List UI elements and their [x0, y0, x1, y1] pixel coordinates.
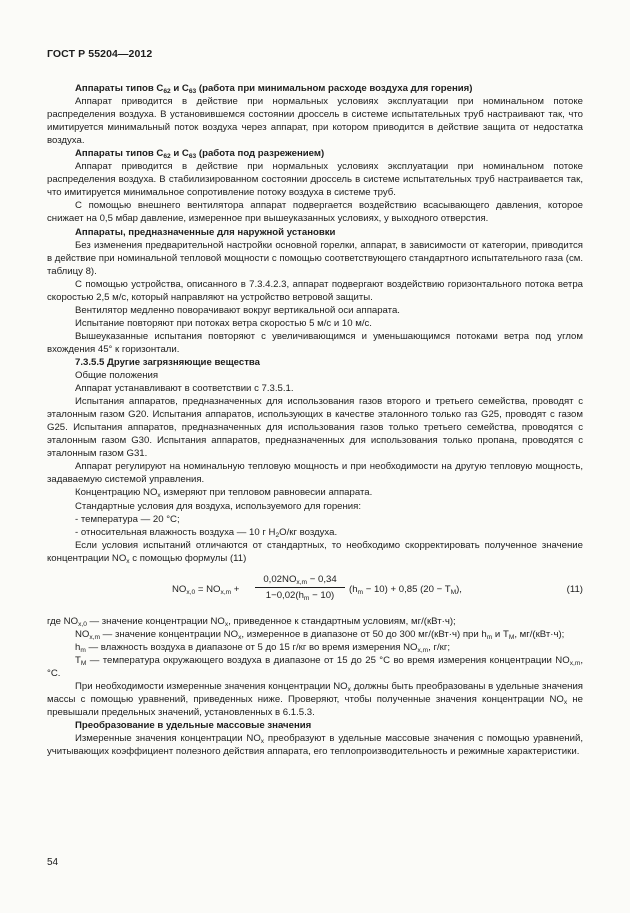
- where-item: $NO_{x,m}$ — значение концентрации $NO_x$, измеренное в диапазоне от 50 до 300 мг/(кВт·ч) при $h_m$ и $T_M$, мг/(кВт·ч);: [75, 628, 565, 641]
- paragraph: Без изменения предварительной настройки основной горелки, аппарат, в зависимости от категории, приводится в действие при номинальной тепловой мощности с помощью соответствующего стандартного испытательного газа (см. таблицу 8).: [47, 239, 583, 277]
- paragraph: Аппарат устанавливают в соответствии с 7.3.5.1.: [75, 383, 294, 395]
- formula-number: (11): [566, 583, 583, 595]
- section-title-c62-c63: Аппараты типов $C_{62}$ и $C_{63}$ (работа при минимальном расходе воздуха для горения): [75, 83, 473, 95]
- page-number: 54: [47, 857, 59, 868]
- where-item: $h_m$ — влажность воздуха в диапазоне от 5 до 15 г/кг во время измерения $NO_{x,m}$, г/кг;: [75, 641, 450, 654]
- paragraph: Измеренные значения концентрации $NO_x$ преобразуют в удельные массовые значения с помощью уравнений, учитывающих коэффициент полезного действия аппарата, его теплопроизводительность и режимные характеристики.: [47, 733, 583, 758]
- formula-rhs: $(h_m - 10) + 0,85$ $(20 - T_M)$,: [349, 583, 462, 596]
- section-title-7355: 7.3.5.5 Другие загрязняющие вещества: [75, 356, 261, 368]
- paragraph: Вентилятор медленно поворачивают вокруг вертикальной оси аппарата.: [75, 304, 400, 316]
- paragraph: Концентрацию $NO_x$ измеряют при тепловом равновесии аппарата.: [75, 487, 373, 500]
- formula-lhs: $NO_{x,0} = NO_{x,m}$ +: [172, 583, 240, 596]
- section-title-conversion: Преобразование в удельные массовые значения: [75, 720, 312, 732]
- formula-numerator: $0,02NO_{x,m} - 0,34$: [255, 573, 345, 588]
- formula-denominator: $1-0,02(h_m - 10)$: [265, 589, 335, 602]
- where-item: $T_M$ — температура окружающего воздуха в диапазоне от 15 до 25 °C во время измерения концентрации $NO_{x,m}$, °C.: [47, 654, 583, 679]
- paragraph: Аппарат регулируют на номинальную тепловую мощность и при необходимости на другую тепловую мощность, задаваемую системой управления.: [47, 461, 583, 486]
- paragraph: Испытания аппаратов, предназначенных для использования газов второго и третьего семейства, проводят с эталонным газом G20. Испытания аппаратов, использующих в качестве эталонного только газ G25, проводят с газом G25. Испытания аппаратов, предназначенных для использования газов только третьего семейства, проводятся с эталонным газом G30. Испытания аппаратов, предназначенных для использования только пропана, проводятся с эталонным газом G31.: [47, 396, 583, 460]
- document-body: [47, 82, 583, 758]
- paragraph: С помощью устройства, описанного в 7.3.4.2.3, аппарат подвергают воздействию горизонтального потока ветра скоростью 2,5 м/с, который направляют на устройство ветровой защиты.: [47, 278, 583, 303]
- formula-11: [47, 569, 583, 609]
- section-title-outdoor: Аппараты, предназначенные для наружной установки: [75, 226, 336, 238]
- formula-fraction: [255, 573, 345, 602]
- page-header: ГОСТ Р 55204—2012: [47, 48, 153, 60]
- where-item: где $NO_{x,0}$ — значение концентрации $NO_x$, приведенное к стандартным условиям, мг/(кВт·ч);: [47, 615, 456, 628]
- paragraph: Аппарат приводится в действие при нормальных условиях эксплуатации при номинальном потоке распределения воздуха. В стабилизированном состоянии дроссель в системе испытательных труб настраивается так, что имитируется минимальное сопротивление потоку воздуха в системе труб.: [47, 161, 583, 199]
- paragraph: Испытание повторяют при потоках ветра скоростью 5 м/с и 10 м/с.: [75, 317, 372, 329]
- paragraph: Если условия испытаний отличаются от стандартных, то необходимо скорректировать полученное значение концентрации $NO_x$ с помощью формулы (11): [47, 539, 583, 565]
- paragraph: С помощью внешнего вентилятора аппарат подвергается воздействию всасывающего давления, которое снижает на 0,5 мбар давление, измеренное при вышеуказанных условиях, у выходного отверстия.: [47, 200, 583, 225]
- section-title-vacuum: Аппараты типов $C_{62}$ и $C_{63}$ (работа под разрежением): [75, 148, 325, 161]
- paragraph: При необходимости измеренные значения концентрации $NO_x$ должны быть преобразованы в удельные значения массы с помощью уравнений, приведенных ниже. Проверяют, чтобы полученные значения концентрации $NO_x$ не превышали предельных значений, установленных в 6.1.5.3.: [47, 680, 584, 719]
- paragraph: Вышеуказанные испытания повторяют с увеличивающимся и уменьшающимся потоками ветра под углом вхождения 45° к горизонтали.: [47, 330, 583, 355]
- paragraph: Стандартные условия для воздуха, используемого для горения:: [75, 500, 362, 512]
- paragraph: Аппарат приводится в действие при нормальных условиях эксплуатации при номинальном потоке распределения воздуха. В установившемся состоянии дроссель в системе испытательных труб настраивают так, что имитируется минимальный поток воздуха через аппарат, при котором приводится в действие защита от недостатка воздуха.: [47, 96, 583, 147]
- subsection-title-general: Общие положения: [75, 370, 159, 382]
- list-item: - температура — 20 °C;: [75, 513, 180, 525]
- list-item: - относительная влажность воздуха — 10 г $H_2O/кг$ воздуха.: [75, 526, 338, 539]
